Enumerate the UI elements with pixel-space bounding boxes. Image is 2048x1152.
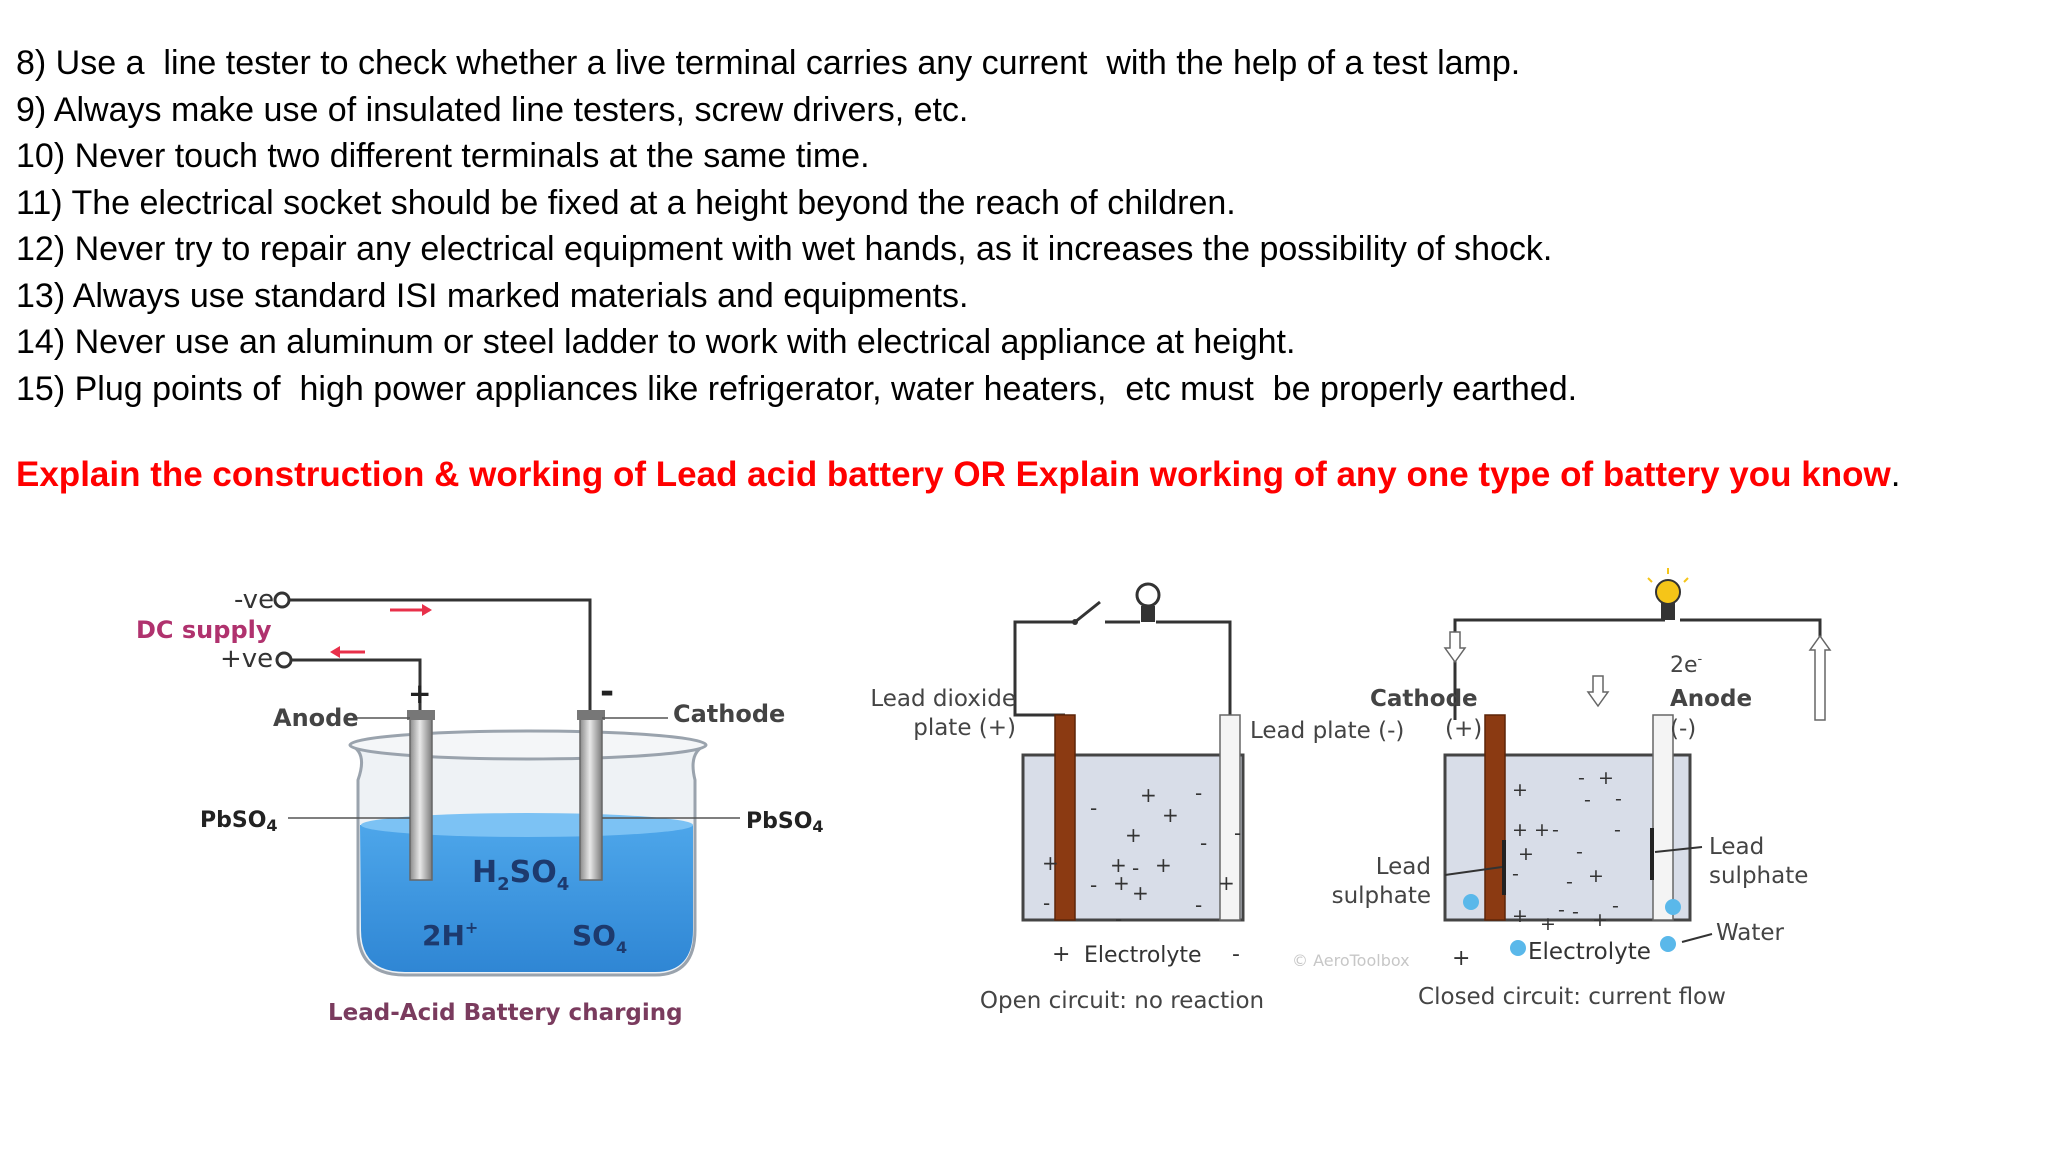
svg-text:-: - xyxy=(1512,863,1519,885)
current-arrow-icon xyxy=(390,604,432,616)
pos-terminal-label: +ve xyxy=(220,644,274,674)
list-item: 15) Plug points of high power appliances like refrigerator, water heaters, etc must be properly earthed. xyxy=(16,369,1578,408)
pbso4-right-label: PbSO xyxy=(746,809,813,834)
anode-sign-label: (-) xyxy=(1670,716,1697,742)
open-cell-plus: + xyxy=(1052,942,1071,967)
svg-text:+: + xyxy=(1113,871,1130,895)
anode-plus-sign: + xyxy=(408,677,432,710)
svg-text:-: - xyxy=(1566,871,1573,893)
superscript-plus: + xyxy=(464,918,479,937)
closed-cell-plus: + xyxy=(1452,946,1471,971)
list-item: 14) Never use an aluminum or steel ladder to work with electrical appliance at height. xyxy=(16,323,1296,361)
water-droplet-icon xyxy=(1660,936,1676,952)
electron-charge: - xyxy=(1697,652,1703,667)
dc-supply-label: DC supply xyxy=(136,616,272,644)
svg-text:+: + xyxy=(1132,881,1149,905)
svg-text:PbSO4 xyxy=(746,809,824,836)
svg-text:-: - xyxy=(1090,873,1098,897)
question-period: . xyxy=(1890,455,1901,494)
svg-text:-: - xyxy=(1576,841,1583,863)
water-label: Water xyxy=(1716,920,1784,946)
water-droplet-icon xyxy=(1463,894,1479,910)
svg-text:+: + xyxy=(1540,913,1556,935)
svg-text:-: - xyxy=(1584,789,1591,811)
down-arrow-icon xyxy=(1588,676,1608,706)
down-arrow-icon xyxy=(1445,632,1465,662)
svg-text:+: + xyxy=(1518,843,1534,865)
closed-electrolyte-label: Electrolyte xyxy=(1528,939,1651,965)
water-droplet-icon xyxy=(1665,899,1681,915)
left-diagram-caption: Lead-Acid Battery charging xyxy=(328,1000,683,1026)
safety-rules-list xyxy=(16,40,1577,412)
ion-so4-label: SO xyxy=(572,919,616,952)
svg-text:-: - xyxy=(1195,781,1203,805)
current-arrow-icon xyxy=(330,646,365,658)
subscript: 4 xyxy=(615,938,628,957)
svg-text:+: + xyxy=(1042,851,1059,875)
open-electrolyte-label: Electrolyte xyxy=(1084,943,1202,968)
subscript: 4 xyxy=(812,817,824,836)
svg-text:-: - xyxy=(1090,796,1098,820)
lead-acid-circuit-diagram xyxy=(870,570,1860,1040)
svg-text:-: - xyxy=(1614,819,1621,841)
svg-text:+: + xyxy=(1125,823,1142,847)
lead-sulphate-left-2: sulphate xyxy=(1331,883,1431,909)
neg-terminal-label: -ve xyxy=(234,585,275,615)
list-item: 13) Always use standard ISI marked materials and equipments. xyxy=(16,276,969,315)
svg-text:-: - xyxy=(1615,788,1622,810)
svg-text:-: - xyxy=(1132,856,1140,880)
question-heading xyxy=(16,455,1900,495)
svg-text:+: + xyxy=(1512,905,1528,927)
cathode-minus-sign: - xyxy=(600,672,615,712)
list-item: 9) Always make use of insulated line testers, screw drivers, etc. xyxy=(16,90,969,129)
svg-text:-: - xyxy=(1558,899,1565,921)
svg-text:+: + xyxy=(1155,853,1172,877)
lead-dioxide-plate xyxy=(1055,715,1075,920)
lead-dioxide-label-2: plate (+) xyxy=(913,715,1016,741)
lead-sulphate-left-1: Lead xyxy=(1375,854,1431,880)
svg-text:-: - xyxy=(1043,891,1051,915)
svg-text:+: + xyxy=(1598,767,1614,789)
bulb-off-icon xyxy=(1137,584,1159,622)
svg-text:+: + xyxy=(1140,783,1157,807)
cathode-label: Cathode xyxy=(1370,686,1478,712)
electrolyte-h-label: H xyxy=(472,855,498,890)
svg-text:+: + xyxy=(1592,909,1608,931)
svg-text:-: - xyxy=(1234,821,1242,845)
subscript: 2 xyxy=(497,874,510,895)
svg-text:+: + xyxy=(1588,865,1604,887)
open-circuit-caption: Open circuit: no reaction xyxy=(979,988,1265,1014)
svg-text:+: + xyxy=(1512,819,1528,841)
open-cell-minus: - xyxy=(1232,942,1240,967)
svg-text:-: - xyxy=(1552,819,1559,841)
positive-terminal-icon xyxy=(277,653,291,667)
up-arrow-icon xyxy=(1810,636,1830,720)
svg-text:-: - xyxy=(1115,907,1123,931)
svg-text:+: + xyxy=(1534,819,1550,841)
svg-text:PbSO4 xyxy=(200,808,278,835)
cathode-sign-label: (+) xyxy=(1445,716,1483,742)
list-item: 10) Never touch two different terminals at the same time. xyxy=(16,137,870,175)
lead-dioxide-label-1: Lead dioxide xyxy=(870,686,1016,712)
anode-rod xyxy=(410,715,432,880)
water-droplet-icon xyxy=(1510,940,1526,956)
switch-open-icon xyxy=(1075,602,1100,622)
cathode-label: Cathode xyxy=(673,700,786,728)
anode-plate xyxy=(1653,715,1673,920)
list-item: 11) The electrical socket should be fixed at a height beyond the reach of children. xyxy=(16,183,1236,222)
lead-sulphate-right-2: sulphate xyxy=(1709,863,1809,889)
list-item: 12) Never try to repair any electrical equipment with wet hands, as it increases the possibility of shock. xyxy=(16,230,1553,268)
lead-plate-label: Lead plate (-) xyxy=(1250,718,1405,744)
negative-terminal-icon xyxy=(275,593,289,607)
ion-2h-label: 2H xyxy=(422,919,465,952)
cathode-rod xyxy=(580,715,602,880)
svg-text:+: + xyxy=(1110,853,1127,877)
subscript: 4 xyxy=(266,816,278,835)
closed-circuit-caption: Closed circuit: current flow xyxy=(1418,984,1726,1010)
svg-text:-: - xyxy=(1200,831,1208,855)
svg-text:-: - xyxy=(1195,893,1203,917)
subscript: 4 xyxy=(556,874,570,895)
svg-text:-: - xyxy=(1572,901,1579,923)
list-item: 8) Use a line tester to check whether a live terminal carries any current with the help of a test lamp. xyxy=(16,44,1521,82)
svg-text:+: + xyxy=(1162,803,1179,827)
svg-text:+: + xyxy=(1218,871,1235,895)
svg-text:-: - xyxy=(1612,895,1619,917)
electrons-label: 2e xyxy=(1670,653,1698,678)
electrolyte-so-label: SO xyxy=(509,855,557,890)
question-text: Explain the construction & working of Lead acid battery OR Explain working of any one type of battery you know xyxy=(16,455,1891,494)
bulb-on-icon xyxy=(1648,568,1688,620)
anode-label: Anode xyxy=(1670,686,1753,712)
pbso4-left-label: PbSO xyxy=(200,808,267,833)
svg-text:H2SO4 xyxy=(472,855,569,895)
svg-text:+: + xyxy=(1512,779,1528,801)
aerotoolbox-watermark: © AeroToolbox xyxy=(1292,951,1410,970)
anode-label: Anode xyxy=(273,704,359,732)
lead-sulphate-right-1: Lead xyxy=(1709,834,1765,860)
svg-text:-: - xyxy=(1578,767,1585,789)
svg-text:2e- xyxy=(1670,652,1703,678)
lead-acid-charging-diagram xyxy=(120,570,860,1050)
